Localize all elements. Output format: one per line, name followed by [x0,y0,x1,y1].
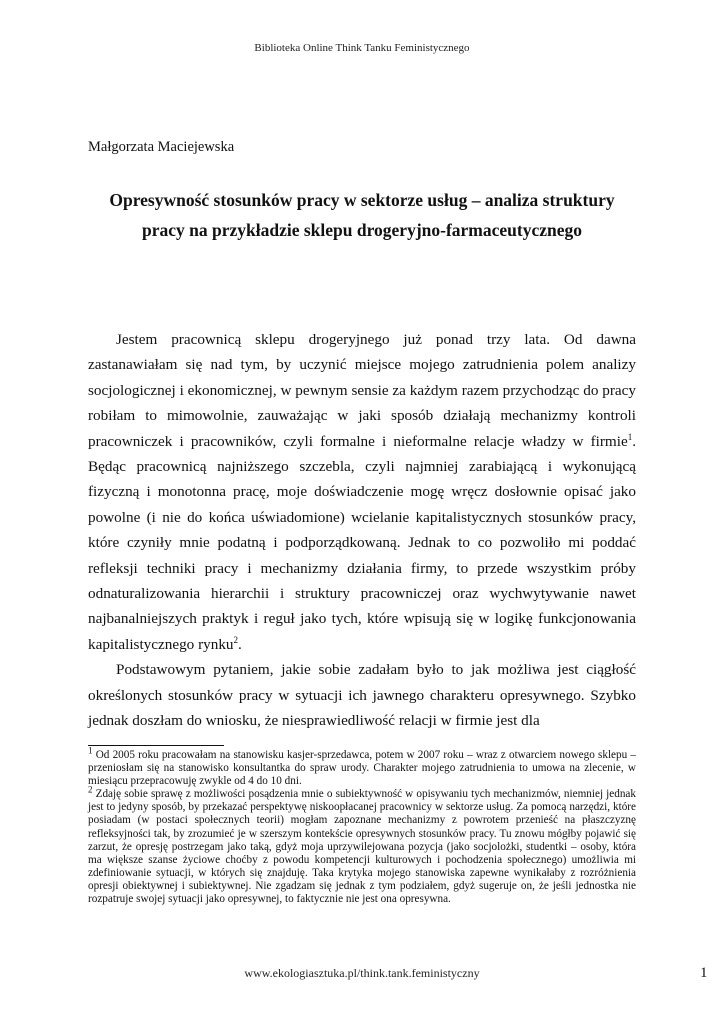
paragraph-1-text-b: . Będąc pracownicą najniższego szczebla, czyli najmniej zarabiającą i wykonującą fizyczną i monotonna pracę, moje doświadczenie mogę wręcz dosłownie opisać jako powolne (i nie do końca uświadomione) wcielanie kapitalistycznych stosunków pracy, które czyniły mnie podatną i podporządkowaną. Jednak to co pozwoliło mi poddać refleksji techniki pracy i mechanizmy działania firmy, to przede wszystkim próby odnaturalizowania hierarchii i struktury pracowniczej oraz wychwytywanie nawet najbanalniejszych praktyk i reguł jako tych, które wpisują się w logikę funkcjonowania kapitalistycznego rynku [88,432,636,653]
footnote-2-number: 2 [88,784,93,795]
paragraph-1-text-a: Jestem pracownicą sklepu drogeryjnego już ponad trzy lata. Od dawna zastanawiałam się nad tym, by uczynić miejsce mojego zatrudnienia polem analizy socjologicznej i ekonomicznej, w pewnym sensie za każdym razem przychodząc do pracy robiłam to mimowolnie, zauważając w jaki sposób działają mechanizmy kontroli pracowniczek i pracowników, czyli formalne i nieformalne relacje władzy w firmie [88,331,636,450]
footer-url[interactable]: www.ekologiasztuka.pl/think.tank.feministyczny [244,966,480,980]
footnote-separator [88,745,224,746]
author-name: Małgorzata Maciejewska [88,139,235,155]
footnote-1-text: Od 2005 roku pracowałam na stanowisku kasjer-sprzedawca, potem w 2007 roku – wraz z otwarciem nowego sklepu – przeniosłam się na stanowisko konsultantka do spraw urody. Charakter mojego zatrudnienia to umowa na zlecenie, w miesiącu przepracowuję zwykle od 4 do 10 dni. [88,749,636,788]
running-header: Biblioteka Online Think Tanku Feministycznego [254,42,470,54]
footnote-2-text: Zdaję sobie sprawę z możliwości posądzenia mnie o subiektywność w opisywaniu tych mechanizmów, niemniej jednak jest to jedyny sposób, by przekazać perspektywę niskoopłacanej pracownicy w sektorze usług. Za pomocą narzędzi, które posiadam (w postaci społecznych teorii) mogłam zapoznane mechanizmy z powrotem przenieść na płaszczyznę refleksyjności tak, by zrozumieć je w szerszym kontekście opresywnych stosunków pracy. Tu znowu mógłby pojawić się zarzut, że opresję postrzegam jako taką, gdyż moja uprzywilejowana pozycja (jako socjolożki, studentki – osoby, która ma większe szanse życiowe choćby z powodu kompetencji kulturowych i pochodzenia społecznego) umożliwia mi zdefiniowanie sytuacji, w których się znajduję. Taka krytyka mojego stanowiska zapewne wynikałaby z rozróżnienia opresji obiektywnej i subiektywnej. Nie zgadzam się jednak z tym podziałem, gdyż sugeruje on, że jeśli jednostka nie rozpatruje swojej sytuacji jako opresywnej, to faktycznie nie jest ona opresywna. [88,788,636,906]
paragraph-1 [88,327,636,657]
paragraph-2: Podstawowym pytaniem, jakie sobie zadałam było to jak możliwa jest ciągłość określonych stosunków pracy w sytuacji ich jawnego charakteru opresywnego. Szybko jednak doszłam do wniosku, że niesprawiedliwość relacji w firmie jest dla [88,661,636,730]
footnote-ref-2[interactable]: 2 [233,634,239,645]
article-title: Opresywność stosunków pracy w sektorze usług – analiza struktury pracy na przykładzie sklepu drogeryjno-farmaceutycznego [109,190,615,240]
article-body [88,327,636,734]
footnote-1-number: 1 [88,745,93,756]
footnote-2 [88,784,636,906]
page-number: 1 [700,965,708,981]
paragraph-1-text-c: . [238,635,242,653]
footnote-1 [88,745,636,788]
footnote-ref-1[interactable]: 1 [627,431,633,442]
footnotes [88,745,636,906]
